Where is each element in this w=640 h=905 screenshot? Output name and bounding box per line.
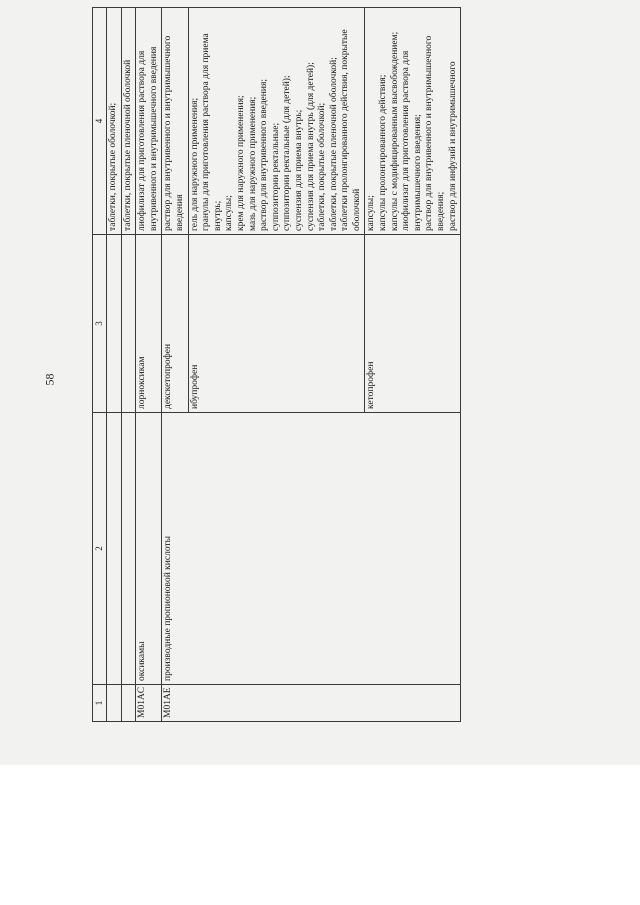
table-row-continuation bbox=[107, 8, 122, 722]
dosage-form: капсулы пролонгированного действия; bbox=[378, 74, 389, 231]
table-row-m01ae bbox=[162, 8, 188, 722]
table-header-row bbox=[93, 8, 107, 722]
dosage-form: гель для наружного применения; bbox=[189, 97, 200, 231]
empty-cell bbox=[107, 413, 122, 685]
dosage-forms-cell bbox=[188, 8, 365, 235]
dosage-form: суппозитории ректальные; bbox=[270, 122, 281, 231]
dosage-forms-cell bbox=[136, 8, 162, 235]
drug-name: ибупрофен bbox=[188, 235, 365, 413]
empty-cell bbox=[121, 685, 136, 722]
dosage-form: суспензия для приема внутрь; bbox=[293, 109, 304, 231]
drug-name: кетопрофен bbox=[365, 235, 461, 413]
dosage-form: гранулы для приготовления раствора для приема внутрь; bbox=[201, 33, 223, 231]
dosage-form: раствор для внутривенного и внутримышечного введения; bbox=[424, 35, 447, 231]
atc-code: M01AC bbox=[136, 685, 162, 722]
drug-name: лорноксикам bbox=[136, 235, 162, 413]
dosage-form: таблетки, покрытые оболочкой; bbox=[317, 102, 328, 231]
dosage-forms-cell bbox=[121, 8, 136, 235]
table-row-continuation-2 bbox=[121, 8, 136, 722]
drug-name: декскетопрофен bbox=[162, 235, 188, 413]
drug-table bbox=[92, 7, 461, 722]
dosage-form: мазь для наружного применения; bbox=[247, 96, 258, 231]
empty-cell bbox=[107, 685, 122, 722]
header-col-3: 3 bbox=[93, 235, 107, 413]
dosage-form: капсулы с модифицированным высвобождением; bbox=[389, 31, 400, 231]
dosage-form: крем для наружного применения; bbox=[235, 95, 246, 231]
dosage-form: раствор для внутривенного введения; bbox=[259, 79, 270, 231]
header-col-4: 4 bbox=[93, 8, 107, 235]
dosage-form: раствор для инфузий и внутримышечного bbox=[447, 61, 458, 231]
page-number: 58 bbox=[42, 373, 57, 386]
dosage-form: капсулы; bbox=[366, 195, 377, 231]
header-col-2: 2 bbox=[93, 413, 107, 685]
empty-cell bbox=[121, 235, 136, 413]
dosage-form: суспензия для приема внутрь (для детей); bbox=[305, 62, 316, 231]
dosage-forms-cell bbox=[365, 8, 461, 235]
atc-code: M01AE bbox=[162, 685, 461, 722]
dosage-form: раствор для внутривенного и внутримышечного введения bbox=[163, 35, 185, 231]
header-col-1: 1 bbox=[93, 685, 107, 722]
dosage-form: таблетки, покрытые оболочкой; bbox=[108, 102, 118, 231]
empty-cell bbox=[107, 235, 122, 413]
dosage-form: суппозитории ректальные (для детей); bbox=[282, 75, 293, 231]
dosage-form: капсулы; bbox=[224, 195, 235, 231]
dosage-forms-cell bbox=[162, 8, 188, 235]
empty-cell bbox=[121, 413, 136, 685]
dosage-forms-cell bbox=[107, 8, 122, 235]
group-name: оксикамы bbox=[136, 413, 162, 685]
group-name: производные пропионовой кислоты bbox=[162, 413, 461, 685]
dosage-form: таблетки, покрытые пленочной оболочкой bbox=[122, 59, 133, 231]
dosage-form: таблетки пролонгированного действия, покрытые оболочкой bbox=[340, 29, 362, 231]
table-row-m01ac bbox=[136, 8, 162, 722]
rotated-table-container bbox=[92, 29, 630, 722]
dosage-form: лиофилизат для приготовления раствора для внутривенного и внутримышечного введения bbox=[137, 46, 159, 231]
dosage-form: таблетки, покрытые пленочной оболочкой; bbox=[328, 57, 339, 231]
dosage-form: лиофилизат для приготовления раствора для внутримышечного введения; bbox=[401, 50, 423, 231]
